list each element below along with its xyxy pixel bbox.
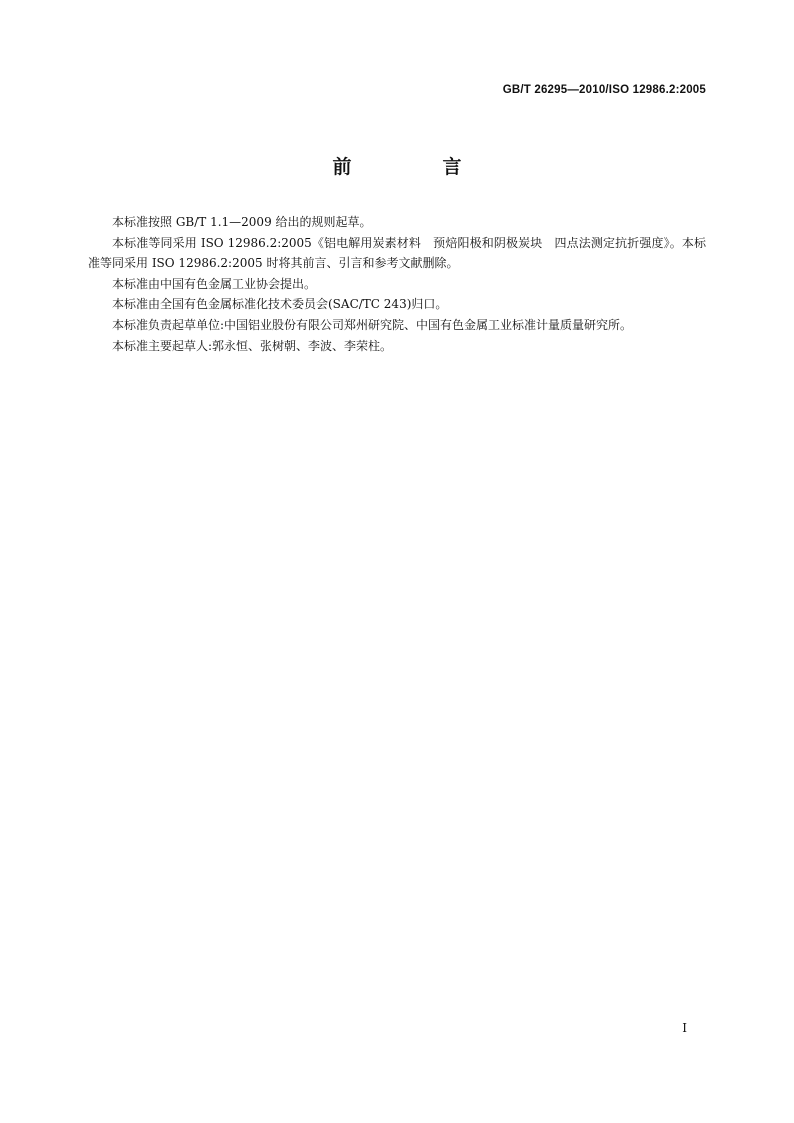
- page-number: I: [682, 1021, 687, 1035]
- standard-code: GB/T 26295—2010/ISO 12986.2:2005: [502, 84, 706, 96]
- paragraph-technical-committee: 本标准由全国有色金属标准化技术委员会(SAC/TC 243)归口。: [112, 297, 448, 312]
- paragraph-proposer: 本标准由中国有色金属工业协会提出。: [112, 276, 317, 291]
- paragraph-drafting-rules: 本标准按照 GB/T 1.1—2009 给出的规则起草。: [112, 215, 372, 229]
- paragraph-drafting-units: 本标准负责起草单位:中国铝业股份有限公司郑州研究院、中国有色金属工业标准计量质量研究所。: [112, 317, 633, 332]
- paragraph-drafters: 本标准主要起草人:郭永恒、张树朝、李波、李荣柱。: [112, 338, 393, 353]
- foreword-body: [88, 212, 706, 356]
- paragraph-adoption: 本标准等同采用 ISO 12986.2:2005《铝电解用炭素材料 预焙阳极和阴极炭块 四点法测定抗折强度》。本标准等同采用 ISO 12986.2:2005 时将其前言、引言和参考文献删除。: [88, 235, 706, 271]
- page-title: 前 言: [332, 156, 498, 178]
